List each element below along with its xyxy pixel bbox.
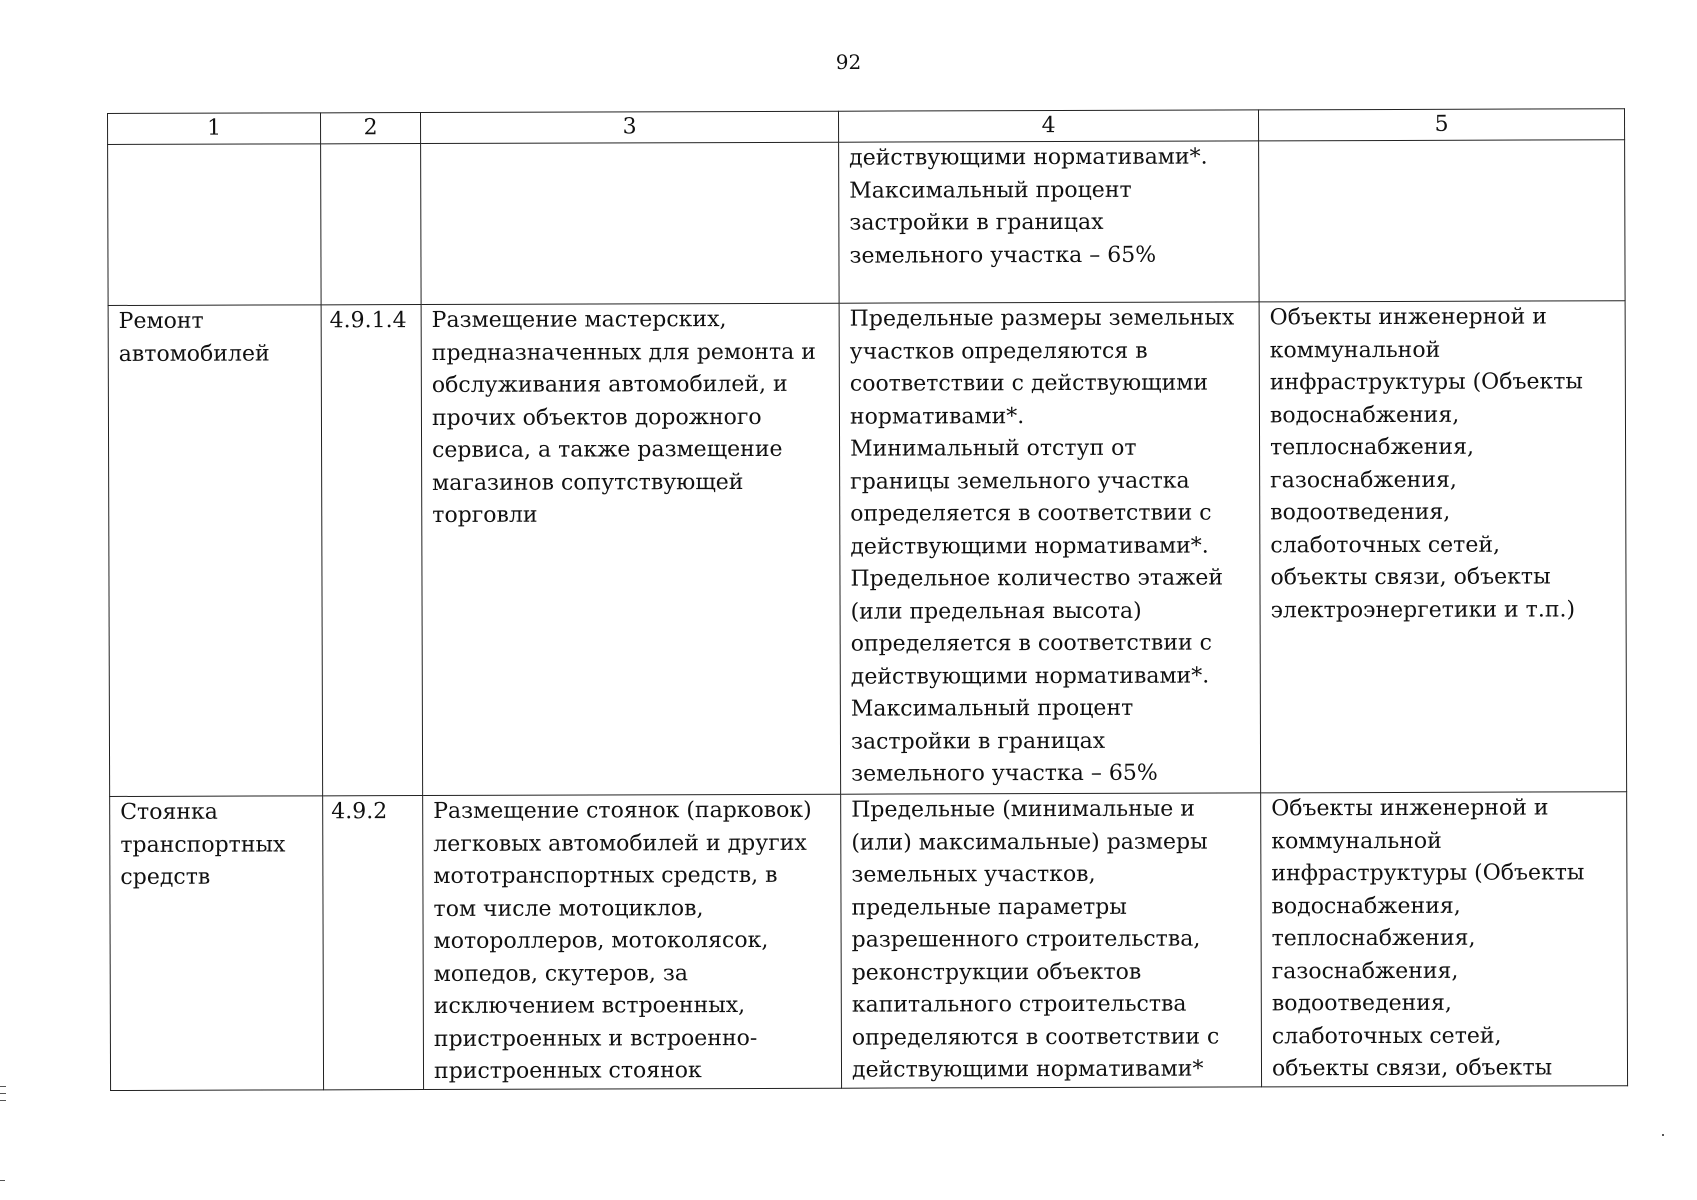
infrastructure-cell — [1259, 140, 1626, 302]
scan-artifact-mark — [0, 1180, 5, 1181]
column-header-5: 5 — [1258, 109, 1624, 141]
scan-artifact-mark — [0, 1100, 6, 1101]
use-code-cell: 4.9.1.4 — [321, 305, 423, 796]
scan-artifact-dot — [1662, 1134, 1664, 1136]
parameters-cell: Предельные (минимальные и (или) максимальные) размеры земельных участков, предельные параметры разрешенного строительства, реконструкции объектов капитального строительства определяются в соответствии с действующими нормативами* — [841, 793, 1262, 1088]
column-header-3: 3 — [421, 111, 839, 143]
table-row-car-repair — [108, 301, 1627, 797]
column-header-4: 4 — [838, 110, 1258, 142]
page-number: 92 — [835, 50, 862, 74]
scan-artifact-mark — [0, 1093, 6, 1094]
use-description-cell: Размещение стоянок (парковок) легковых автомобилей и других мототранспортных средств, в том числе мотоциклов, мотороллеров, мотоколясок, мопедов, скутеров, за исключением встроенных, пристроенных и встроенно- пристроенных стоянок — [423, 794, 842, 1089]
use-code-cell: 4.9.2 — [323, 796, 424, 1090]
use-name-cell: Стоянка транспортных средств — [110, 796, 324, 1090]
use-code-cell — [321, 144, 422, 305]
use-name-cell — [108, 144, 322, 306]
infrastructure-cell: Объекты инженерной и коммунальной инфраструктуры (Объекты водоснабжения, теплоснабжения, газоснабжения, водоотведения, слаботочных сетей, объекты связи, объекты — [1261, 792, 1628, 1087]
parameters-cell: Предельные размеры земельных участков определяются в соответствии с действующими нормативами*. Минимальный отступ от границы земельного участка определяется в соответствии с действующими нормативами*. Предельное количество этажей (или предельная высота) определяется в соответствии с действующими нормативами*. Максимальный процент застройки в границах земельного участка – 65% — [839, 302, 1261, 794]
column-header-2: 2 — [321, 113, 421, 144]
table-row-vehicle-parking — [110, 792, 1628, 1090]
use-description-cell — [421, 142, 840, 304]
parameters-cell: действующими нормативами*. Максимальный процент застройки в границах земельного участка – 65% — [839, 141, 1260, 303]
infrastructure-cell: Объекты инженерной и коммунальной инфраструктуры (Объекты водоснабжения, теплоснабжения, газоснабжения, водоотведения, слаботочных сетей, объекты связи, объекты электроэнергетики и т.п.) — [1259, 301, 1627, 793]
column-header-1: 1 — [108, 113, 321, 145]
use-name-cell: Ремонт автомобилей — [108, 305, 323, 797]
table-row-continued — [108, 140, 1625, 306]
header-row — [108, 109, 1625, 145]
scan-artifact-mark — [0, 1086, 6, 1087]
land-use-table — [107, 108, 1628, 1090]
use-description-cell: Размещение мастерских, предназначенных для ремонта и обслуживания автомобилей, и прочих объектов дорожного сервиса, а также размещение магазинов сопутствующей торговли — [421, 303, 841, 795]
